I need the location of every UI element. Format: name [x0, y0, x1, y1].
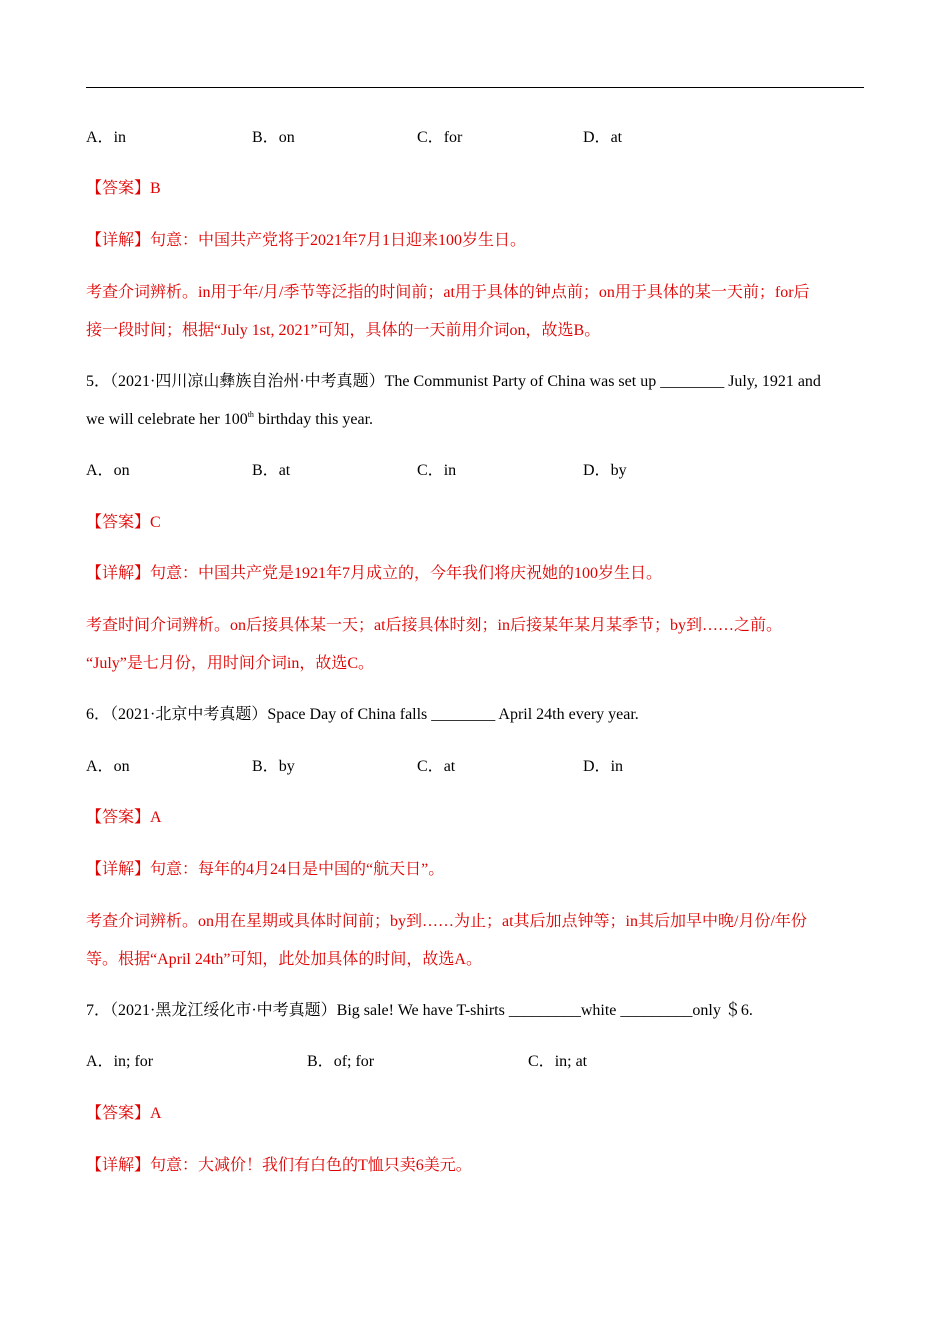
- q5-stem-line2: we will celebrate her 100th birthday this year.: [86, 410, 374, 428]
- q4-answer: 【答案】B: [86, 180, 161, 197]
- q5-superscript: th: [247, 410, 254, 419]
- q4-option-c: C．for: [417, 129, 463, 146]
- q6-answer: 【答案】A: [86, 809, 162, 826]
- q4-analysis-line2: 接一段时间；根据“July 1st, 2021”可知，具体的一天前用介词on，故选B。: [86, 322, 601, 339]
- q5-detail: 【详解】句意：中国共产党是1921年7月成立的，今年我们将庆祝她的100岁生日。: [86, 565, 663, 582]
- q5-option-d: D．by: [583, 462, 627, 479]
- q6-detail: 【详解】句意：每年的4月24日是中国的“航天日”。: [86, 861, 445, 878]
- q7-stem: 7．（2021·黑龙江绥化市·中考真题）Big sale! We have T-shirts _________white _________only ＄6.: [86, 1002, 753, 1019]
- q5-option-b: B．at: [252, 462, 291, 479]
- q6-option-b: B．by: [252, 758, 295, 775]
- q7-detail: 【详解】句意：大减价！我们有白色的T恤只卖6美元。: [86, 1157, 472, 1174]
- q5-analysis-line2: “July”是七月份，用时间介词in，故选C。: [86, 655, 374, 672]
- q5-answer: 【答案】C: [86, 514, 161, 531]
- q4-detail: 【详解】句意：中国共产党将于2021年7月1日迎来100岁生日。: [86, 232, 527, 249]
- q6-analysis-line1: 考查介词辨析。on用在星期或具体时间前；by到……为止；at其后加点钟等；in其后加早中晚/月份/年份: [86, 913, 807, 930]
- q5-option-a: A．on: [86, 462, 130, 479]
- q7-option-b: B．of; for: [307, 1053, 375, 1070]
- q6-stem: 6．（2021·北京中考真题）Space Day of China falls ________ April 24th every year.: [86, 706, 639, 723]
- q5-stem-line1: 5．（2021·四川凉山彝族自治州·中考真题）The Communist Party of China was set up ________ July, 1921 and: [86, 373, 821, 390]
- q6-option-d: D．in: [583, 758, 624, 775]
- q4-option-d: D．at: [583, 129, 623, 146]
- q7-option-a: A．in; for: [86, 1053, 154, 1070]
- header-rule: [86, 87, 864, 88]
- q7-option-c: C．in; at: [528, 1053, 588, 1070]
- q5-option-c: C．in: [417, 462, 457, 479]
- q4-analysis-line1: 考查介词辨析。in用于年/月/季节等泛指的时间前；at用于具体的钟点前；on用于具体的某一天前；for后: [86, 284, 810, 301]
- q7-answer: 【答案】A: [86, 1105, 162, 1122]
- q6-option-a: A．on: [86, 758, 130, 775]
- q5-analysis-line1: 考查时间介词辨析。on后接具体某一天；at后接具体时刻；in后接某年某月某季节；by到……之前。: [86, 617, 782, 634]
- q6-option-c: C．at: [417, 758, 456, 775]
- q4-option-b: B．on: [252, 129, 295, 146]
- q6-analysis-line2: 等。根据“April 24th”可知，此处加具体的时间，故选A。: [86, 951, 482, 968]
- q4-option-a: A．in: [86, 129, 127, 146]
